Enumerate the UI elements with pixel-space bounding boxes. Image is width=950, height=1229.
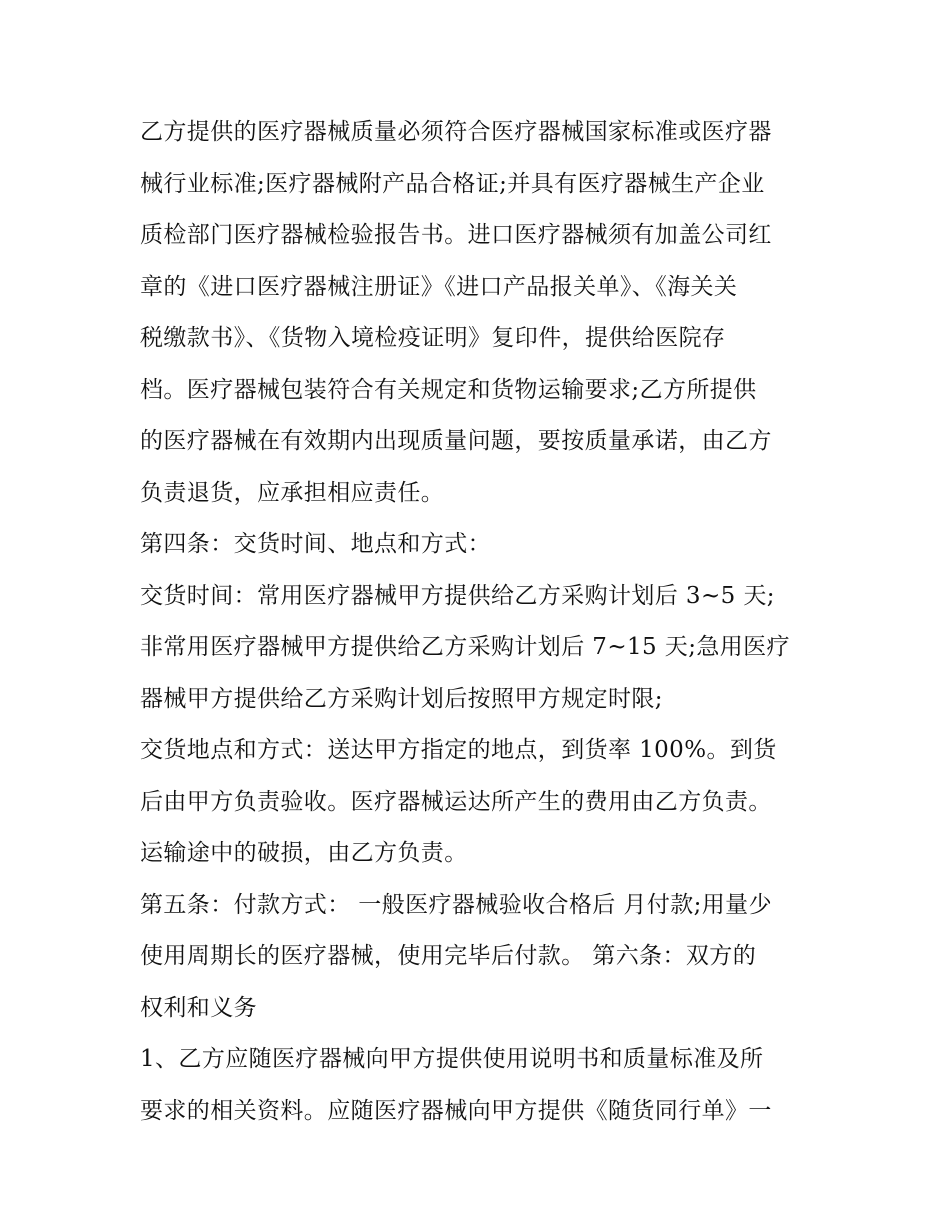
text-line-20: 要求的相关资料。应随医疗器械向甲方提供《随货同行单》一 xyxy=(140,1097,772,1124)
text-line-11: 非常用医疗器械甲方提供给乙方采购计划后 7~15 天;急用医疗 xyxy=(140,634,790,660)
text-line-17: 使用周期长的医疗器械，使用完毕后付款。 第六条：双方的 xyxy=(140,943,757,969)
text-line-4: 章的《进口医疗器械注册证》《进口产品报关单》、《海关关 xyxy=(140,273,738,300)
text-line-13: 交货地点和方式：送达甲方指定的地点，到货率 100%。到货 xyxy=(140,737,777,763)
text-line-6: 档。医疗器械包装符合有关规定和货物运输要求;乙方所提供 xyxy=(140,376,757,403)
text-line-15: 运输途中的破损，由乙方负责。 xyxy=(140,840,468,866)
section-heading-4: 第四条：交货时间、地点和方式： xyxy=(140,531,491,557)
section-heading-5: 第五条：付款方式： 一般医疗器械验收合格后 月付款;用量少 xyxy=(140,891,772,918)
text-line-1: 乙方提供的医疗器械质量必须符合医疗器械国家标准或医疗器 xyxy=(140,119,772,145)
text-line-7: 的医疗器械在有效期内出现质量问题，要按质量承诺，由乙方 xyxy=(140,428,772,454)
text-line-2: 械行业标准;医疗器械附产品合格证;并具有医疗器械生产企业 xyxy=(140,170,765,197)
text-line-5: 税缴款书》、《货物入境检疫证明》复印件，提供给医院存 xyxy=(140,325,726,351)
text-line-8: 负责退货，应承担相应责任。 xyxy=(140,479,445,506)
text-line-18: 权利和义务 xyxy=(140,994,257,1021)
text-line-10: 交货时间：常用医疗器械甲方提供给乙方采购计划后 3~5 天; xyxy=(140,582,775,609)
document-body xyxy=(140,107,820,1137)
text-line-19: 1、乙方应随医疗器械向甲方提供使用说明书和质量标准及所 xyxy=(140,1046,764,1072)
text-line-14: 后由甲方负责验收。医疗器械运达所产生的费用由乙方负责。 xyxy=(140,788,772,815)
text-line-3: 质检部门医疗器械检验报告书。进口医疗器械须有加盖公司红 xyxy=(140,222,772,248)
text-line-12: 器械甲方提供给乙方采购计划后按照甲方规定时限; xyxy=(140,685,663,712)
